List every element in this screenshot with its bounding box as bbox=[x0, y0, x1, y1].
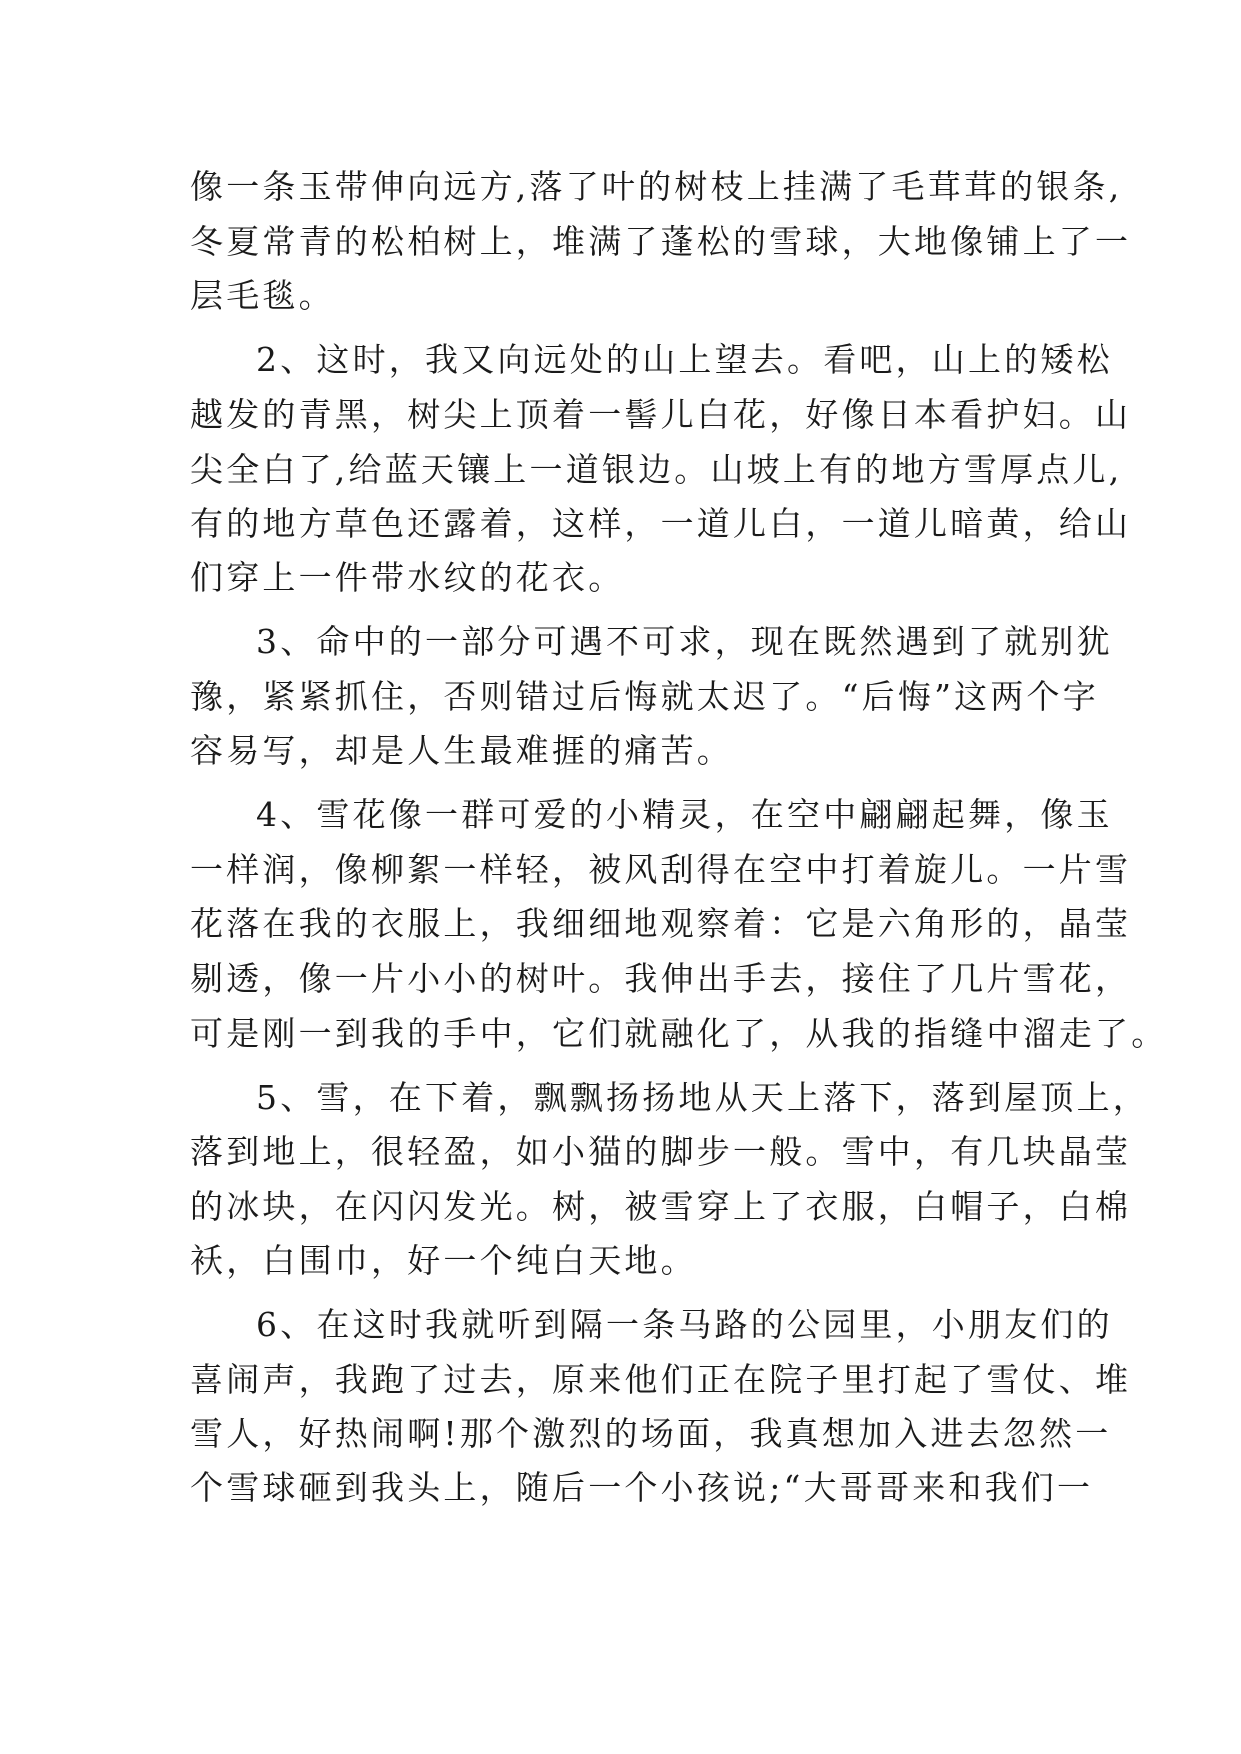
text-line: 喜闹声，我跑了过去，原来他们正在院子里打起了雪仗、堆 bbox=[190, 1360, 1132, 1399]
text-line: 落到地上，很轻盈，如小猫的脚步一般。雪中，有几块晶莹 bbox=[190, 1132, 1132, 1171]
text-line: 花落在我的衣服上，我细细地观察着：它是六角形的，晶莹 bbox=[190, 904, 1132, 943]
paragraph-4-first-line: 4、雪花像一群可爱的小精灵，在空中翩翩起舞，像玉 bbox=[256, 795, 1113, 834]
text-line: 剔透，像一片小小的树叶。我伸出手去，接住了几片雪花， bbox=[190, 959, 1132, 998]
text-line: 冬夏常青的松柏树上，堆满了蓬松的雪球，大地像铺上了一 bbox=[190, 222, 1132, 261]
text-line: 容易写，却是人生最难捱的痛苦。 bbox=[190, 731, 733, 770]
text-line: 越发的青黑，树尖上顶着一髻儿白花，好像日本看护妇。山 bbox=[190, 395, 1132, 434]
text-line: 豫，紧紧抓住，否则错过后悔就太迟了。“后悔”这两个字 bbox=[190, 677, 1099, 716]
text-line: 层毛毯。 bbox=[190, 276, 335, 315]
text-line: 可是刚一到我的手中，它们就融化了，从我的指缝中溜走了。 bbox=[190, 1014, 1168, 1053]
text-line: 像一条玉带伸向远方,落了叶的树枝上挂满了毛茸茸的银条, bbox=[190, 167, 1123, 206]
paragraph-6-first-line: 6、在这时我就听到隔一条马路的公园里，小朋友们的 bbox=[256, 1305, 1113, 1344]
text-line: 有的地方草色还露着，这样，一道儿白，一道儿暗黄，给山 bbox=[190, 504, 1132, 543]
text-line: 袄，白围巾，好一个纯白天地。 bbox=[190, 1241, 697, 1280]
paragraph-5-first-line: 5、雪，在下着，飘飘扬扬地从天上落下，落到屋顶上， bbox=[256, 1078, 1149, 1117]
text-line: 雪人，好热闹啊!那个激烈的场面，我真想加入进去忽然一 bbox=[190, 1414, 1112, 1453]
text-line: 的冰块，在闪闪发光。树，被雪穿上了衣服，白帽子，白棉 bbox=[190, 1187, 1132, 1226]
paragraph-3-first-line: 3、命中的一部分可遇不可求，现在既然遇到了就别犹 bbox=[256, 622, 1113, 661]
paragraph-2-first-line: 2、这时，我又向远处的山上望去。看吧，山上的矮松 bbox=[256, 340, 1113, 379]
text-line: 们穿上一件带水纹的花衣。 bbox=[190, 558, 625, 597]
text-line: 尖全白了,给蓝天镶上一道银边。山坡上有的地方雪厚点儿, bbox=[190, 450, 1123, 489]
text-line: 个雪球砸到我头上，随后一个小孩说;“大哥哥来和我们一 bbox=[190, 1468, 1094, 1507]
text-line: 一样润，像柳絮一样轻，被风刮得在空中打着旋儿。一片雪 bbox=[190, 850, 1132, 889]
